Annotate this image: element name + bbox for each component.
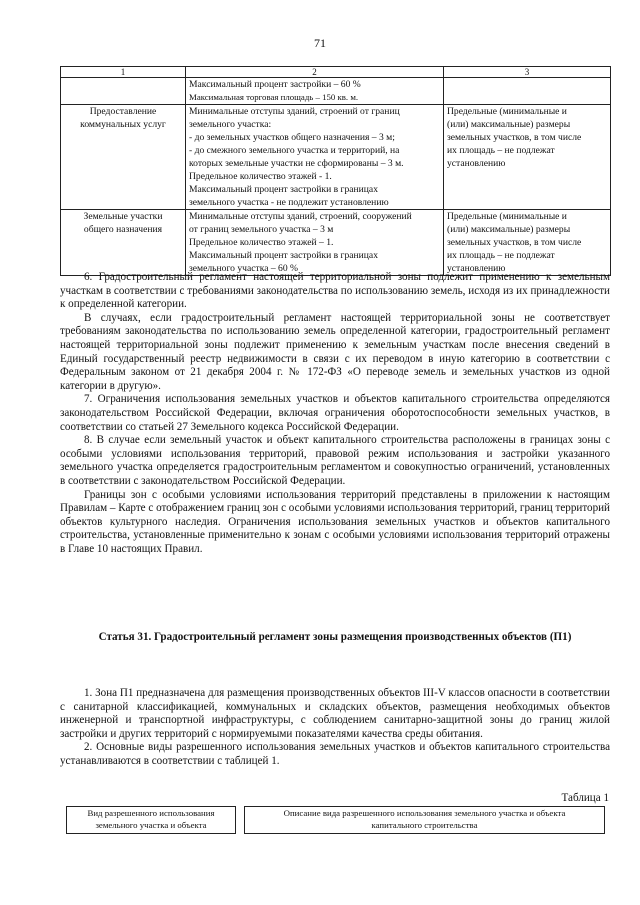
cell-line: Минимальные отступы зданий, строений, сооружений bbox=[189, 211, 412, 222]
table-cell bbox=[444, 210, 611, 276]
cell-line: Предоставление bbox=[89, 106, 157, 117]
paragraph-7: 7. Ограничения использования земельных участков и объектов капитального строительства определяются законодательством Российской Федерации, включая ограничения оборотоспособности земельных участков, в соответствии со статьей 27 Земельного кодекса Российской Федерации. bbox=[60, 393, 610, 433]
col-header-3: 3 bbox=[444, 67, 611, 78]
paragraph-6: 6. Градостроительный регламент настоящей территориальной зоны подлежит применению к земельным участкам в соответствии с требованиями законодательства по использованию земель, исходя из их принадлежности к определенной категории. bbox=[60, 271, 610, 311]
table-cell bbox=[186, 78, 444, 105]
table-row bbox=[61, 210, 611, 276]
col-header-1: 1 bbox=[61, 67, 186, 78]
table-row bbox=[61, 78, 611, 105]
cell-line: коммунальных услуг bbox=[80, 119, 166, 130]
cell-line: земельного участка – 60 % bbox=[189, 263, 299, 274]
table-1-header bbox=[66, 806, 609, 833]
table-cell bbox=[444, 78, 611, 105]
cell-line: капитального строительства bbox=[371, 820, 478, 830]
paragraph-zone-boundaries: Границы зон с особыми условиями использования территорий представлены в приложении к настоящим Правилам – Карте с отображением границ зон с особыми условиями использования территорий, границ территорий объектов культурного наследия. Ограничения использования земельных участков и объектов капитального строительства, установленные применительно к зонам с особыми условиями использования территорий отражены в Главе 10 настоящих Правил. bbox=[60, 488, 610, 555]
table-cell bbox=[61, 210, 186, 276]
table-header-row bbox=[61, 67, 611, 78]
article-title: Статья 31. Градостроительный регламент зоны размещения производственных объектов (П1) bbox=[98, 631, 572, 643]
body-text bbox=[60, 271, 610, 556]
cell-line: земельного участка и объекта bbox=[95, 820, 207, 830]
cell-line: которых земельные участки не сформированы – 3 м. bbox=[189, 158, 404, 169]
cell-line: (или) максимальные) размеры bbox=[447, 119, 571, 130]
cell-line: земельного участка - не подлежит установлению bbox=[189, 197, 389, 208]
cell-line: их площадь – не подлежат bbox=[447, 145, 555, 156]
cell-line: - до смежного земельного участка и территорий, на bbox=[189, 145, 400, 156]
cell-line: земельного участка: bbox=[189, 119, 272, 130]
cell-line: Предельные (минимальные и bbox=[447, 106, 567, 117]
table-1-col-header-1 bbox=[66, 806, 236, 834]
cell-line: Максимальная торговая площадь – 150 кв. м. bbox=[189, 92, 359, 102]
table-cell bbox=[186, 210, 444, 276]
col-header-2: 2 bbox=[186, 67, 444, 78]
cell-line: их площадь – не подлежат bbox=[447, 250, 555, 261]
cell-line: Земельные участки bbox=[83, 211, 163, 222]
cell-line: установлению bbox=[447, 263, 506, 274]
cell-line: от границ земельного участка – 3 м bbox=[189, 224, 334, 235]
cell-line: Предельные (минимальные и bbox=[447, 211, 567, 222]
cell-line: земельных участков, в том числе bbox=[447, 237, 582, 248]
paragraph-8: 8. В случае если земельный участок и объект капитального строительства расположены в границах зоны с особыми условиями использования территорий, правовой режим использования и застройки указанного земельного участка определяется градостроительным регламентом и совокупностью ограничений, установленных в соответствии с законодательством Российской Федерации. bbox=[60, 434, 610, 487]
cell-line: Максимальный процент застройки – 60 % bbox=[189, 79, 361, 90]
cell-line: Максимальный процент застройки в границах bbox=[189, 184, 378, 195]
cell-line: Предельное количество этажей – 1. bbox=[189, 237, 334, 248]
regulation-table-continued bbox=[60, 66, 611, 276]
article-paragraph-1: 1. Зона П1 предназначена для размещения производственных объектов III-V классов опасности в соответствии с санитарной классификацией, коммунальных и складских объектов, размещения необходимых объектов инженерной и транспортной инфраструктуры, с соблюдением санитарно-защитной зоны до границ жилой застройки и других территорий с нормируемыми показателями качества среды обитания. bbox=[60, 687, 610, 740]
paragraph-category-change: В случаях, если градостроительный регламент настоящей территориальной зоны не соответствует требованиям законодательства по использованию земель определенной категории, градостроительный регламент настоящей территориальной зоны подлежит применению к земельным участкам после внесения сведений в Единый государственный реестр недвижимости в связи с их переводом в иную категорию в соответствии с Федеральным законом от 21 декабря 2004 г. № 172-ФЗ «О переводе земель и земельных участков из одной категории в другую». bbox=[60, 311, 610, 392]
table-cell bbox=[186, 105, 444, 210]
cell-line: Описание вида разрешенного использования земельного участка и объекта bbox=[283, 808, 566, 818]
cell-line: установлению bbox=[447, 158, 506, 169]
cell-line: земельных участков, в том числе bbox=[447, 132, 582, 143]
cell-line: Минимальные отступы зданий, строений от границ bbox=[189, 106, 400, 117]
article-paragraph-2: 2. Основные виды разрешенного использования земельных участков и объектов капитального строительства устанавливаются в соответствии с таблицей 1. bbox=[60, 741, 610, 767]
table-1-col-header-2 bbox=[244, 806, 605, 834]
table-cell bbox=[444, 105, 611, 210]
page-number: 71 bbox=[314, 36, 326, 50]
table-caption: Таблица 1 bbox=[561, 792, 609, 804]
cell-line: Вид разрешенного использования bbox=[87, 808, 215, 818]
cell-line: (или) максимальные) размеры bbox=[447, 224, 571, 235]
table-cell bbox=[61, 105, 186, 210]
article-body bbox=[60, 687, 610, 769]
table-row bbox=[61, 105, 611, 210]
cell-line: общего назначения bbox=[83, 224, 163, 235]
cell-line: Предельное количество этажей - 1. bbox=[189, 171, 332, 182]
table-cell bbox=[61, 78, 186, 105]
cell-line: Максимальный процент застройки в границах bbox=[189, 250, 378, 261]
cell-line: - до земельных участков общего назначения – 3 м; bbox=[189, 132, 395, 143]
